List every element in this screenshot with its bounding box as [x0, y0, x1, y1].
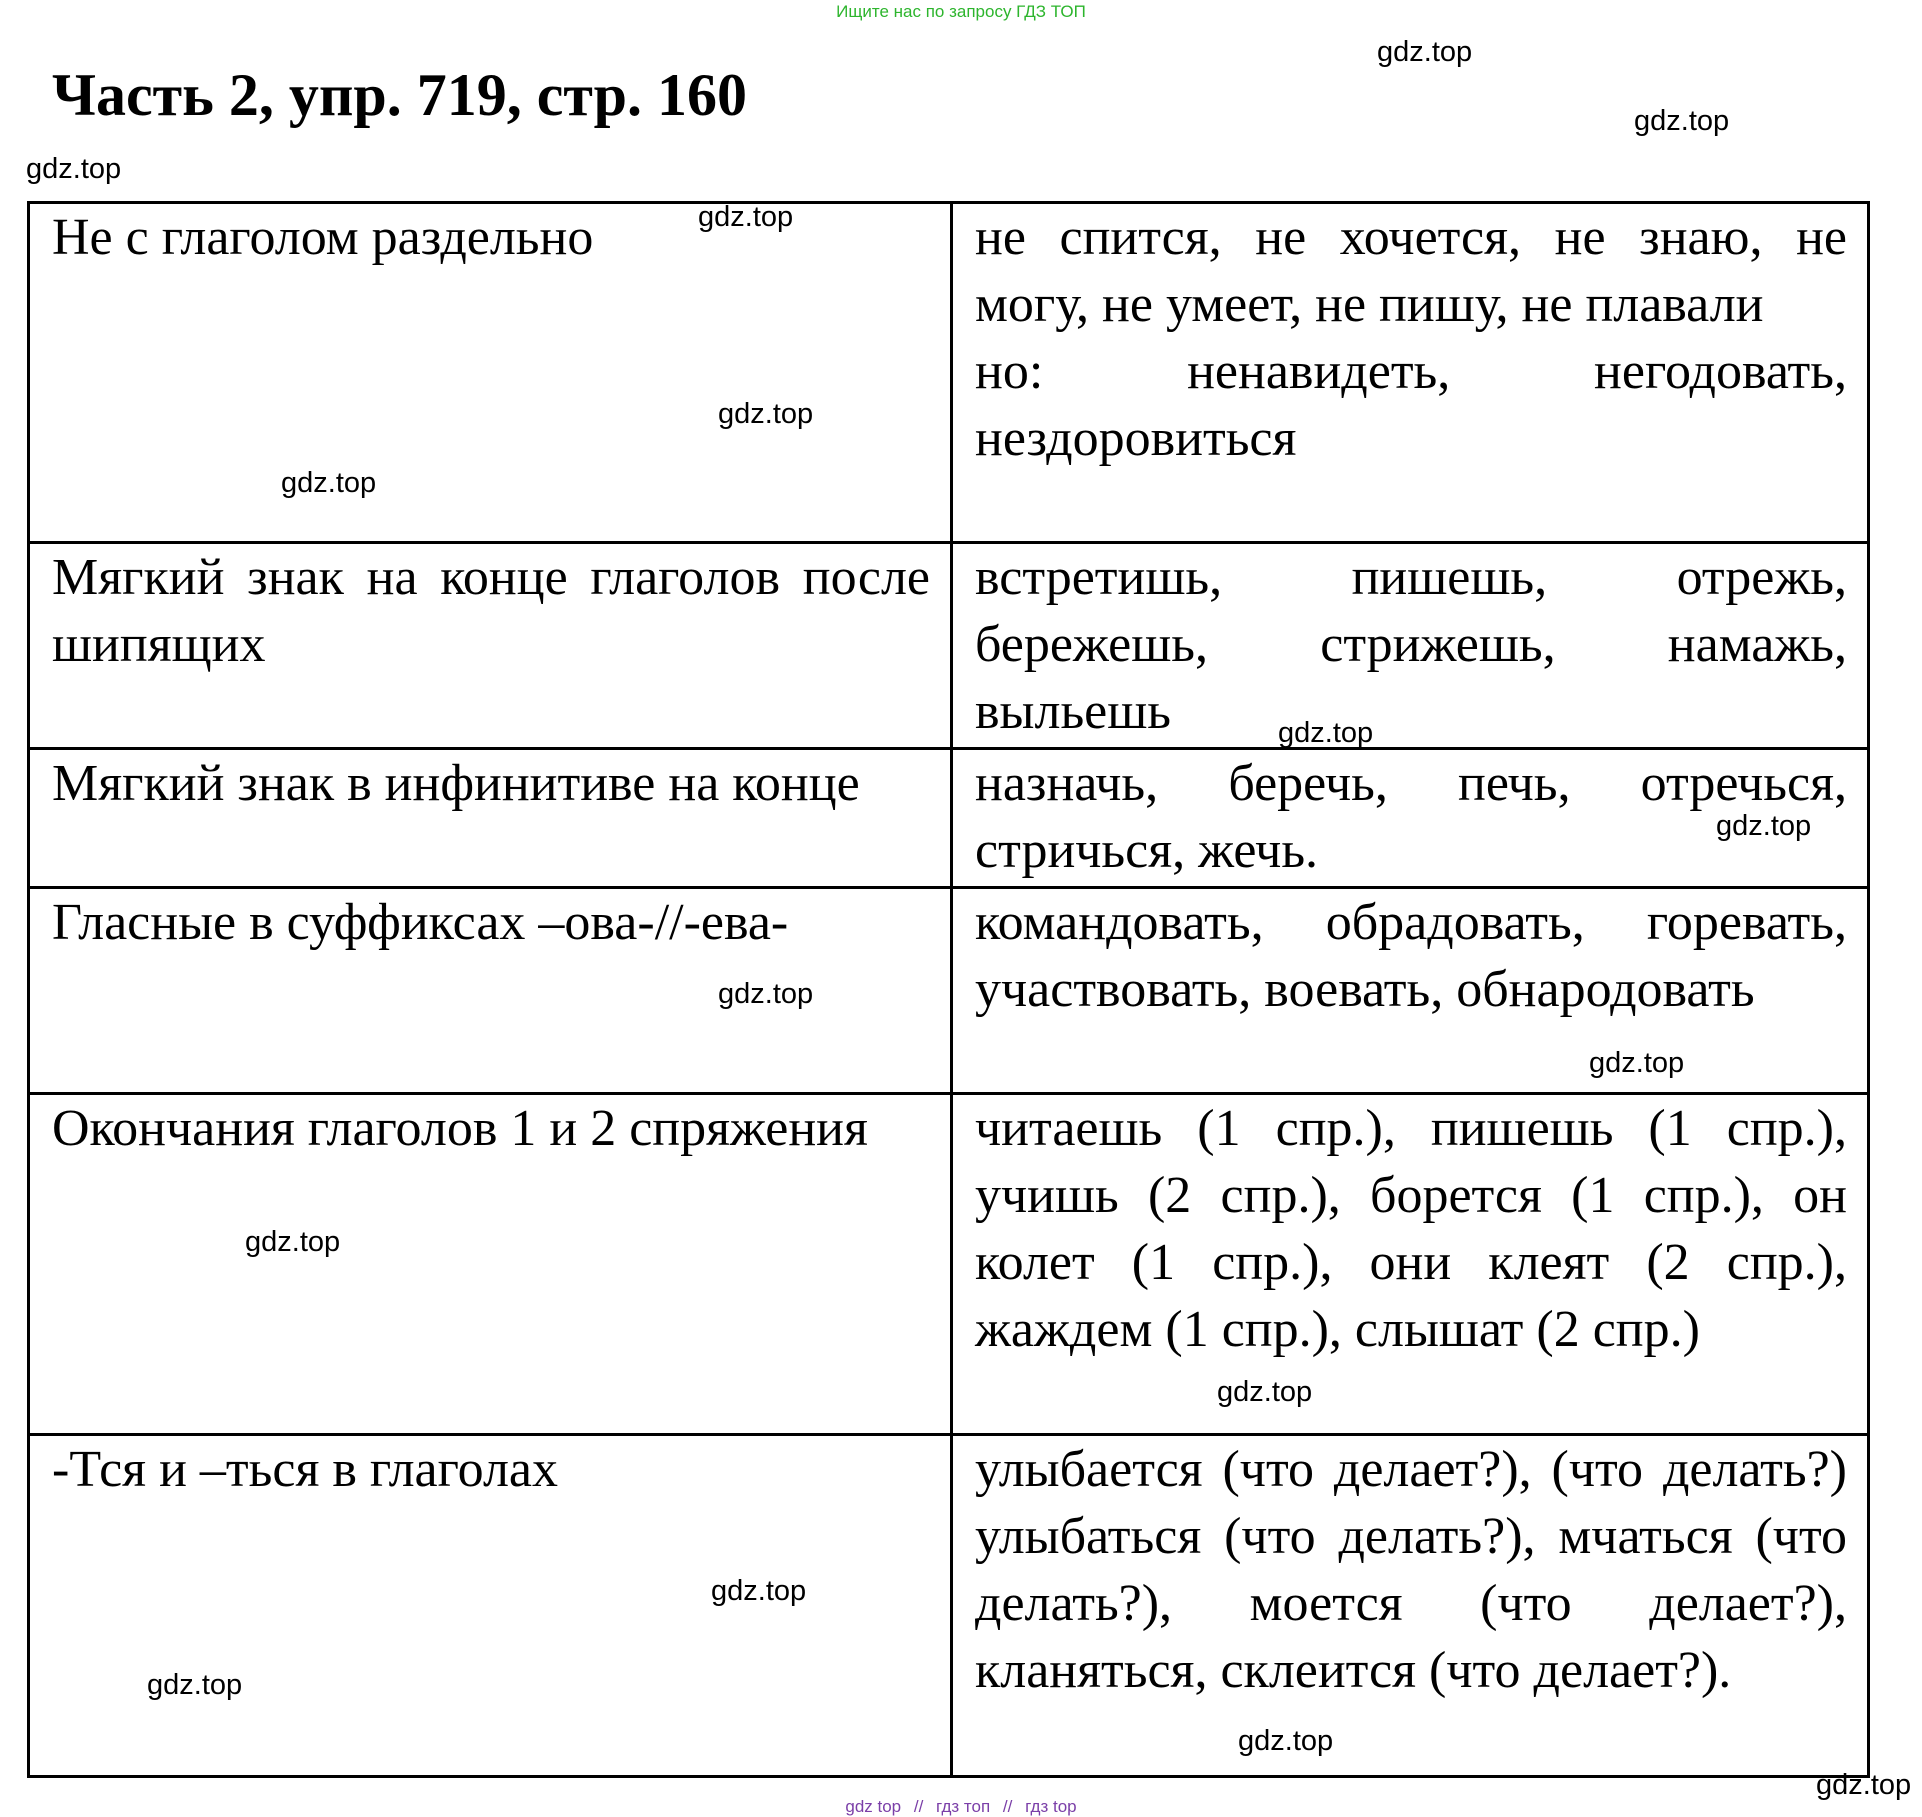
rules-table: [27, 201, 1870, 1778]
rule-cell: [29, 543, 952, 749]
examples-text: не спится, не хочется, не знаю, не могу, не умеет, не пишу, не плавали: [975, 209, 1847, 333]
watermark: gdz.top: [245, 1226, 341, 1258]
examples-text: улыбается (что делает?), (что делать?) улыбаться (что делать?), мчаться (что делать?), моется (что делает?), кланяться, склеится (что делает?).: [975, 1441, 1847, 1699]
footer-links: [0, 1797, 1922, 1817]
examples-cell: [952, 543, 1869, 749]
rule-cell: [29, 1435, 952, 1777]
rule-cell: [29, 1094, 952, 1435]
rule-text: Окончания глаголов 1 и 2 спряжения: [52, 1100, 868, 1157]
watermark: gdz.top: [698, 201, 794, 233]
watermark: gdz.top: [1238, 1725, 1334, 1757]
examples-text: читаешь (1 спр.), пишешь (1 спр.), учишь (2 спр.), борется (1 спр.), он колет (1 спр.), они клеят (2 спр.), жаждем (1 спр.), слышат (2 спр.): [975, 1100, 1847, 1358]
watermark: gdz.top: [281, 467, 377, 499]
footer-link[interactable]: гдз топ: [936, 1797, 991, 1816]
rule-text: Не с глаголом раздельно: [52, 209, 594, 266]
watermark: gdz.top: [718, 398, 814, 430]
examples-cell: [952, 203, 1869, 543]
examples-text: назначь, беречь, печь, отречься, стричься, жечь.: [975, 755, 1847, 879]
footer-separator: //: [913, 1797, 924, 1816]
watermark: gdz.top: [711, 1575, 807, 1607]
footer-link[interactable]: гдз top: [1025, 1797, 1077, 1816]
watermark: gdz.top: [1716, 810, 1812, 842]
watermark: gdz.top: [1589, 1047, 1685, 1079]
watermark: gdz.top: [1377, 36, 1473, 68]
examples-cell: [952, 1435, 1869, 1777]
watermark: gdz.top: [1816, 1769, 1912, 1801]
rule-cell: [29, 749, 952, 888]
table-row: [29, 1094, 1869, 1435]
watermark: gdz.top: [718, 978, 814, 1010]
table-row: [29, 1435, 1869, 1777]
footer-separator: //: [1002, 1797, 1013, 1816]
table-row: [29, 749, 1869, 888]
watermark: gdz.top: [1217, 1376, 1313, 1408]
watermark: gdz.top: [26, 153, 122, 185]
rule-cell: [29, 203, 952, 543]
watermark: gdz.top: [1278, 717, 1374, 749]
examples-text: встретишь, пишешь, отрежь, бережешь, стрижешь, намажь, выльешь: [975, 549, 1847, 740]
rule-text: Гласные в суффиксах –ова-//-ева-: [52, 894, 789, 951]
examples-cell: [952, 1094, 1869, 1435]
table-row: [29, 543, 1869, 749]
page-title: Часть 2, упр. 719, стр. 160: [52, 62, 748, 128]
rule-text: Мягкий знак в инфинитиве на конце: [52, 755, 860, 812]
search-banner[interactable]: Ищите нас по запросу ГДЗ ТОП: [836, 2, 1086, 21]
examples-text: командовать, обрадовать, горевать, участвовать, воевать, обнародовать: [975, 894, 1847, 1018]
examples-cell: [952, 888, 1869, 1094]
watermark: gdz.top: [1634, 105, 1730, 137]
footer-link[interactable]: gdz top: [845, 1797, 902, 1816]
rule-text: -Тся и –ться в глаголах: [52, 1441, 559, 1498]
exception-note: но: ненавидеть, негодовать, нездоровиться: [975, 343, 1847, 467]
watermark: gdz.top: [147, 1669, 243, 1701]
rule-text: Мягкий знак на конце глаголов после шипящих: [52, 549, 930, 673]
